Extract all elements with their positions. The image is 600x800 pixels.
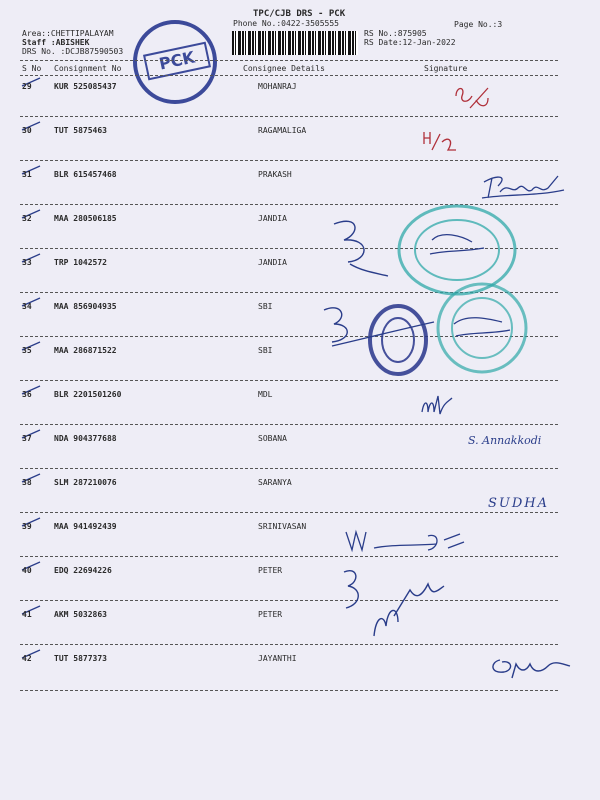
row-divider xyxy=(20,116,558,117)
row-sno: 32 xyxy=(22,214,32,223)
rs-date: RS Date:12-Jan-2022 xyxy=(364,38,456,47)
table-row xyxy=(0,390,600,434)
document-title: TPC/CJB DRS - PCK xyxy=(253,9,346,19)
col-sno: S No xyxy=(22,64,42,73)
signature-36 xyxy=(418,392,458,418)
page-number: Page No.:3 xyxy=(454,20,503,29)
row-sno: 36 xyxy=(22,390,32,399)
row-consignee: SARANYA xyxy=(258,478,292,487)
row-consignee: SOBANA xyxy=(258,434,287,443)
row-consignee: SRINIVASAN xyxy=(258,522,307,531)
bank-seal-icon xyxy=(318,300,438,380)
signature-30 xyxy=(420,128,460,158)
row-sno: 29 xyxy=(22,82,32,91)
row-sno: 38 xyxy=(22,478,32,487)
drs-number: DRS No. :DCJB87590503 xyxy=(22,47,124,56)
row-divider xyxy=(20,690,558,691)
signature-31 xyxy=(478,172,568,202)
row-consignment: SLM 287210076 xyxy=(54,478,117,487)
row-consignment: EDQ 22694226 xyxy=(54,566,112,575)
col-consignee: Consignee Details xyxy=(243,64,325,73)
row-consignment: MAA 280506185 xyxy=(54,214,117,223)
row-consignee: JANDIA xyxy=(258,214,287,223)
row-sno: 33 xyxy=(22,258,32,267)
row-sno: 40 xyxy=(22,566,32,575)
row-divider xyxy=(20,556,558,557)
col-signature: Signature xyxy=(424,64,468,73)
row-consignment: AKM 5032863 xyxy=(54,610,107,619)
barcode xyxy=(232,31,358,55)
signature-32 xyxy=(330,214,390,284)
row-divider xyxy=(20,644,558,645)
row-consignment: TUT 5875463 xyxy=(54,126,107,135)
row-consignee: RAGAMALIGA xyxy=(258,126,307,135)
row-sno: 31 xyxy=(22,170,32,179)
signature-42 xyxy=(486,652,576,682)
stamp-label: PCK xyxy=(143,42,211,81)
row-consignment: TRP 1042572 xyxy=(54,258,107,267)
phone-number: Phone No.:0422-3505555 xyxy=(233,19,339,28)
row-divider xyxy=(20,468,558,469)
row-divider xyxy=(20,600,558,601)
signature-37: S. Annakkodi xyxy=(468,434,542,447)
staff-label: Staff :ABISHEK xyxy=(22,38,90,47)
signature-40-41 xyxy=(336,566,466,646)
signature-38: SUDHA xyxy=(488,496,550,511)
row-consignee: MDL xyxy=(258,390,273,399)
signature-29 xyxy=(452,82,492,112)
rs-number: RS No.:875905 xyxy=(364,29,427,38)
row-consignee: PETER xyxy=(258,610,283,619)
row-consignee: MOHANRAJ xyxy=(258,82,297,91)
row-consignee: JANDIA xyxy=(258,258,287,267)
row-consignment: MAA 856904935 xyxy=(54,302,117,311)
row-divider xyxy=(20,512,558,513)
row-sno: 34 xyxy=(22,302,32,311)
row-consignee: PETER xyxy=(258,566,283,575)
divider xyxy=(20,75,558,76)
row-consignment: NDA 904377688 xyxy=(54,434,117,443)
table-row xyxy=(0,610,600,654)
row-consignee: SBI xyxy=(258,346,273,355)
row-sno: 35 xyxy=(22,346,32,355)
col-consignment: Consignment No xyxy=(54,64,122,73)
row-sno: 39 xyxy=(22,522,32,531)
signature-39 xyxy=(344,528,474,556)
row-consignment: KUR 525085437 xyxy=(54,82,117,91)
row-consignee: SBI xyxy=(258,302,273,311)
row-consignment: MAA 286871522 xyxy=(54,346,117,355)
row-divider xyxy=(20,424,558,425)
table-row xyxy=(0,522,600,566)
row-divider xyxy=(20,160,558,161)
table-row xyxy=(0,82,600,126)
table-row xyxy=(0,126,600,170)
row-consignment: MAA 941492439 xyxy=(54,522,117,531)
row-consignee: PRAKASH xyxy=(258,170,292,179)
row-sno: 37 xyxy=(22,434,32,443)
row-divider xyxy=(20,380,558,381)
row-consignment: BLR 2201501260 xyxy=(54,390,122,399)
row-sno: 30 xyxy=(22,126,32,135)
company-seal-icon xyxy=(432,278,532,378)
table-row xyxy=(0,566,600,610)
row-sno: 42 xyxy=(22,654,32,663)
row-consignment: TUT 5877373 xyxy=(54,654,107,663)
row-consignee: JAYANTHI xyxy=(258,654,297,663)
area-label: Area::CHETTIPALAYAM xyxy=(22,29,114,38)
row-sno: 41 xyxy=(22,610,32,619)
divider xyxy=(20,60,558,61)
row-consignment: BLR 615457468 xyxy=(54,170,117,179)
